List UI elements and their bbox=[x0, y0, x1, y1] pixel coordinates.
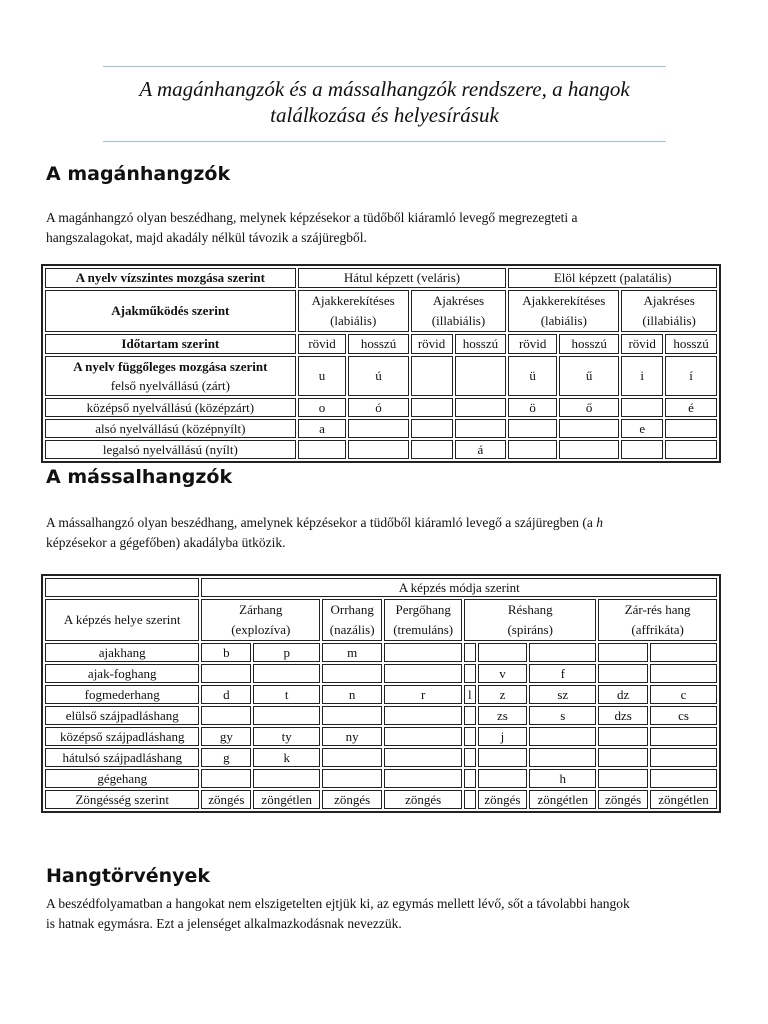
page-title-line2: találkozása és helyesírásuk bbox=[270, 103, 499, 127]
consonant-cell bbox=[384, 727, 462, 746]
consonant-cell bbox=[384, 643, 462, 662]
vowel-cell bbox=[508, 419, 557, 438]
consonant-cell: j bbox=[478, 727, 528, 746]
consonant-cell bbox=[384, 769, 462, 788]
vowel-cell: i bbox=[621, 356, 663, 396]
vowel-row-label: alsó nyelvállású (középnyílt) bbox=[45, 419, 296, 438]
consonant-voicing-cell bbox=[464, 790, 475, 809]
consonant-nasal-header: Orrhang (nazális) bbox=[322, 599, 382, 641]
consonants-heading: A mássalhangzók bbox=[46, 466, 233, 488]
vowel-cell: ő bbox=[559, 398, 619, 417]
consonant-row-label: ajak-foghang bbox=[45, 664, 199, 683]
vowel-cell bbox=[559, 440, 619, 459]
vowel-cell: í bbox=[665, 356, 717, 396]
vowel-row-duration-label: Időtartam szerint bbox=[45, 334, 296, 354]
consonant-cell bbox=[201, 706, 251, 725]
consonant-table bbox=[41, 574, 721, 813]
consonant-cell: f bbox=[529, 664, 596, 683]
vowel-cell bbox=[665, 440, 717, 459]
vowel-row-label: legalsó nyelvállású (nyílt) bbox=[45, 440, 296, 459]
vowel-cell bbox=[559, 419, 619, 438]
consonant-cell bbox=[650, 769, 717, 788]
vowel-long: hosszú bbox=[348, 334, 408, 354]
consonant-corner-cell bbox=[45, 578, 199, 597]
page-title bbox=[103, 76, 666, 128]
consonant-cell bbox=[384, 664, 462, 683]
consonant-cell: c bbox=[650, 685, 717, 704]
vowel-table bbox=[41, 264, 721, 463]
consonant-cell bbox=[253, 769, 320, 788]
vowel-back-header: Hátul képzett (veláris) bbox=[298, 268, 507, 288]
consonant-voicing-cell: zöngés bbox=[478, 790, 528, 809]
consonant-cell bbox=[650, 748, 717, 767]
consonant-manner-header: A képzés módja szerint bbox=[201, 578, 717, 597]
vowel-cell bbox=[411, 398, 453, 417]
vowel-front-unrounded: Ajakréses (illabiális) bbox=[621, 290, 717, 332]
consonant-cell bbox=[598, 769, 648, 788]
vowel-cell bbox=[298, 440, 347, 459]
consonant-cell: sz bbox=[529, 685, 596, 704]
consonant-row-label: gégehang bbox=[45, 769, 199, 788]
consonants-intro-h: h bbox=[596, 515, 604, 530]
vowel-back-unrounded: Ajakréses (illabiális) bbox=[411, 290, 507, 332]
consonant-row-label: elülső szájpadláshang bbox=[45, 706, 199, 725]
vowel-cell bbox=[348, 419, 408, 438]
vowel-cell bbox=[455, 356, 507, 396]
vowels-intro-line1: A magánhangzó olyan beszédhang, melynek képzésekor a tüdőből kiáramló levegő megrezegteti a bbox=[46, 210, 578, 225]
consonant-cell bbox=[464, 664, 475, 683]
vowel-row-label: felső nyelvállású (zárt) bbox=[110, 378, 230, 393]
vowel-row-vertical-label: A nyelv függőleges mozgása szerint bbox=[73, 359, 268, 374]
consonant-voicing-cell: zöngés bbox=[201, 790, 251, 809]
consonant-cell bbox=[529, 748, 596, 767]
consonant-cell bbox=[322, 706, 382, 725]
consonant-cell: h bbox=[529, 769, 596, 788]
consonant-place-header: A képzés helye szerint bbox=[45, 599, 199, 641]
vowels-intro-line2: hangszalagokat, majd akadály nélkül távozik a szájüregből. bbox=[46, 230, 367, 245]
vowel-cell: e bbox=[621, 419, 663, 438]
consonant-cell: g bbox=[201, 748, 251, 767]
consonant-cell: k bbox=[253, 748, 320, 767]
vowel-cell bbox=[508, 440, 557, 459]
vowel-front-rounded: Ajakkerekítéses (labiális) bbox=[508, 290, 619, 332]
consonant-cell: dzs bbox=[598, 706, 648, 725]
consonant-cell: v bbox=[478, 664, 528, 683]
consonant-cell bbox=[478, 748, 528, 767]
consonant-cell bbox=[322, 769, 382, 788]
consonant-cell: ty bbox=[253, 727, 320, 746]
vowel-row-horizontal-label: A nyelv vízszintes mozgása szerint bbox=[45, 268, 296, 288]
vowel-row-label: középső nyelvállású (középzárt) bbox=[45, 398, 296, 417]
consonant-voicing-cell: zöngés bbox=[322, 790, 382, 809]
consonant-voicing-cell: zöngétlen bbox=[253, 790, 320, 809]
consonant-cell: z bbox=[478, 685, 528, 704]
vowel-cell: é bbox=[665, 398, 717, 417]
consonant-row-label: középső szájpadláshang bbox=[45, 727, 199, 746]
consonant-cell bbox=[529, 727, 596, 746]
vowel-front-header: Elöl képzett (palatális) bbox=[508, 268, 717, 288]
consonant-cell: p bbox=[253, 643, 320, 662]
consonant-cell bbox=[464, 643, 475, 662]
page-title-line1: A magánhangzók és a mássalhangzók rendszere, a hangok bbox=[139, 77, 630, 101]
consonant-cell: s bbox=[529, 706, 596, 725]
vowel-cell bbox=[621, 440, 663, 459]
vowel-back-rounded: Ajakkerekítéses (labiális) bbox=[298, 290, 409, 332]
laws-heading: Hangtörvények bbox=[46, 865, 211, 887]
consonant-row-label: fogmederhang bbox=[45, 685, 199, 704]
consonant-cell bbox=[384, 706, 462, 725]
vowel-cell bbox=[411, 419, 453, 438]
consonant-trill-header: Pergőhang (tremuláns) bbox=[384, 599, 462, 641]
consonant-cell bbox=[464, 706, 475, 725]
consonant-cell: dz bbox=[598, 685, 648, 704]
consonants-intro-line1: A mássalhangzó olyan beszédhang, amelynek képzésekor a tüdőből kiáramló levegő a szájüregben (a bbox=[46, 515, 597, 530]
consonant-row-label: ajakhang bbox=[45, 643, 199, 662]
vowels-intro bbox=[46, 208, 726, 248]
vowel-cell: a bbox=[298, 419, 347, 438]
consonant-cell bbox=[464, 727, 475, 746]
consonant-cell bbox=[478, 643, 528, 662]
consonant-row-label: hátulsó szájpadláshang bbox=[45, 748, 199, 767]
vowel-cell: á bbox=[455, 440, 507, 459]
consonant-cell: ny bbox=[322, 727, 382, 746]
title-rule-bottom bbox=[103, 141, 666, 142]
vowel-cell: ű bbox=[559, 356, 619, 396]
vowel-cell: ó bbox=[348, 398, 408, 417]
consonant-voicing-cell: zöngétlen bbox=[529, 790, 596, 809]
consonant-cell: cs bbox=[650, 706, 717, 725]
title-rule-top bbox=[103, 66, 666, 67]
laws-text bbox=[46, 894, 726, 934]
consonant-stop-header: Zárhang (explozíva) bbox=[201, 599, 320, 641]
vowel-cell bbox=[348, 440, 408, 459]
laws-text-line2: is hatnak egymásra. Ezt a jelenséget alkalmazkodásnak nevezzük. bbox=[46, 916, 402, 931]
consonant-cell: t bbox=[253, 685, 320, 704]
consonant-cell: zs bbox=[478, 706, 528, 725]
consonant-cell bbox=[253, 706, 320, 725]
consonant-cell bbox=[478, 769, 528, 788]
consonant-cell: r bbox=[384, 685, 462, 704]
consonant-voicing-cell: zöngés bbox=[384, 790, 462, 809]
vowel-long: hosszú bbox=[455, 334, 507, 354]
consonant-cell: gy bbox=[201, 727, 251, 746]
vowel-short: rövid bbox=[621, 334, 663, 354]
vowel-short: rövid bbox=[298, 334, 347, 354]
vowel-cell: u bbox=[298, 356, 347, 396]
vowel-cell bbox=[665, 419, 717, 438]
consonants-intro bbox=[46, 513, 726, 553]
consonant-cell bbox=[384, 748, 462, 767]
consonant-cell bbox=[253, 664, 320, 683]
consonant-cell bbox=[201, 769, 251, 788]
consonant-cell: d bbox=[201, 685, 251, 704]
vowels-heading: A magánhangzók bbox=[46, 163, 231, 185]
vowel-short: rövid bbox=[411, 334, 453, 354]
consonant-voicing-label: Zöngésség szerint bbox=[45, 790, 199, 809]
consonant-cell: m bbox=[322, 643, 382, 662]
consonant-cell: n bbox=[322, 685, 382, 704]
vowel-cell: ú bbox=[348, 356, 408, 396]
consonant-cell bbox=[650, 664, 717, 683]
vowel-cell: ü bbox=[508, 356, 557, 396]
consonant-cell bbox=[598, 727, 648, 746]
consonant-fricative-header: Réshang (spiráns) bbox=[464, 599, 596, 641]
vowel-long: hosszú bbox=[559, 334, 619, 354]
consonant-cell bbox=[650, 643, 717, 662]
vowel-cell: o bbox=[298, 398, 347, 417]
vowel-row-vertical bbox=[45, 356, 296, 396]
vowel-long: hosszú bbox=[665, 334, 717, 354]
consonant-cell: l bbox=[464, 685, 475, 704]
vowel-row-lip-label: Ajakműködés szerint bbox=[45, 290, 296, 332]
consonant-cell bbox=[464, 769, 475, 788]
consonant-voicing-cell: zöngés bbox=[598, 790, 648, 809]
consonant-cell bbox=[322, 748, 382, 767]
consonant-cell bbox=[529, 643, 596, 662]
vowel-cell bbox=[621, 398, 663, 417]
consonant-affricate-header: Zár-rés hang (affrikáta) bbox=[598, 599, 717, 641]
consonant-cell bbox=[650, 727, 717, 746]
vowel-cell bbox=[411, 440, 453, 459]
vowel-cell bbox=[455, 419, 507, 438]
consonant-cell bbox=[598, 643, 648, 662]
vowel-cell bbox=[455, 398, 507, 417]
consonant-cell bbox=[322, 664, 382, 683]
vowel-cell bbox=[411, 356, 453, 396]
consonant-cell bbox=[201, 664, 251, 683]
consonant-cell: b bbox=[201, 643, 251, 662]
consonant-cell bbox=[598, 748, 648, 767]
consonants-intro-line2: képzésekor a gégefőben) akadályba ütközik. bbox=[46, 535, 286, 550]
vowel-cell: ö bbox=[508, 398, 557, 417]
laws-text-line1: A beszédfolyamatban a hangokat nem elszigetelten ejtjük ki, az egymás mellett lévő, sőt a távolabbi hangok bbox=[46, 896, 630, 911]
consonant-cell bbox=[598, 664, 648, 683]
consonant-voicing-cell: zöngétlen bbox=[650, 790, 717, 809]
vowel-short: rövid bbox=[508, 334, 557, 354]
consonant-cell bbox=[464, 748, 475, 767]
